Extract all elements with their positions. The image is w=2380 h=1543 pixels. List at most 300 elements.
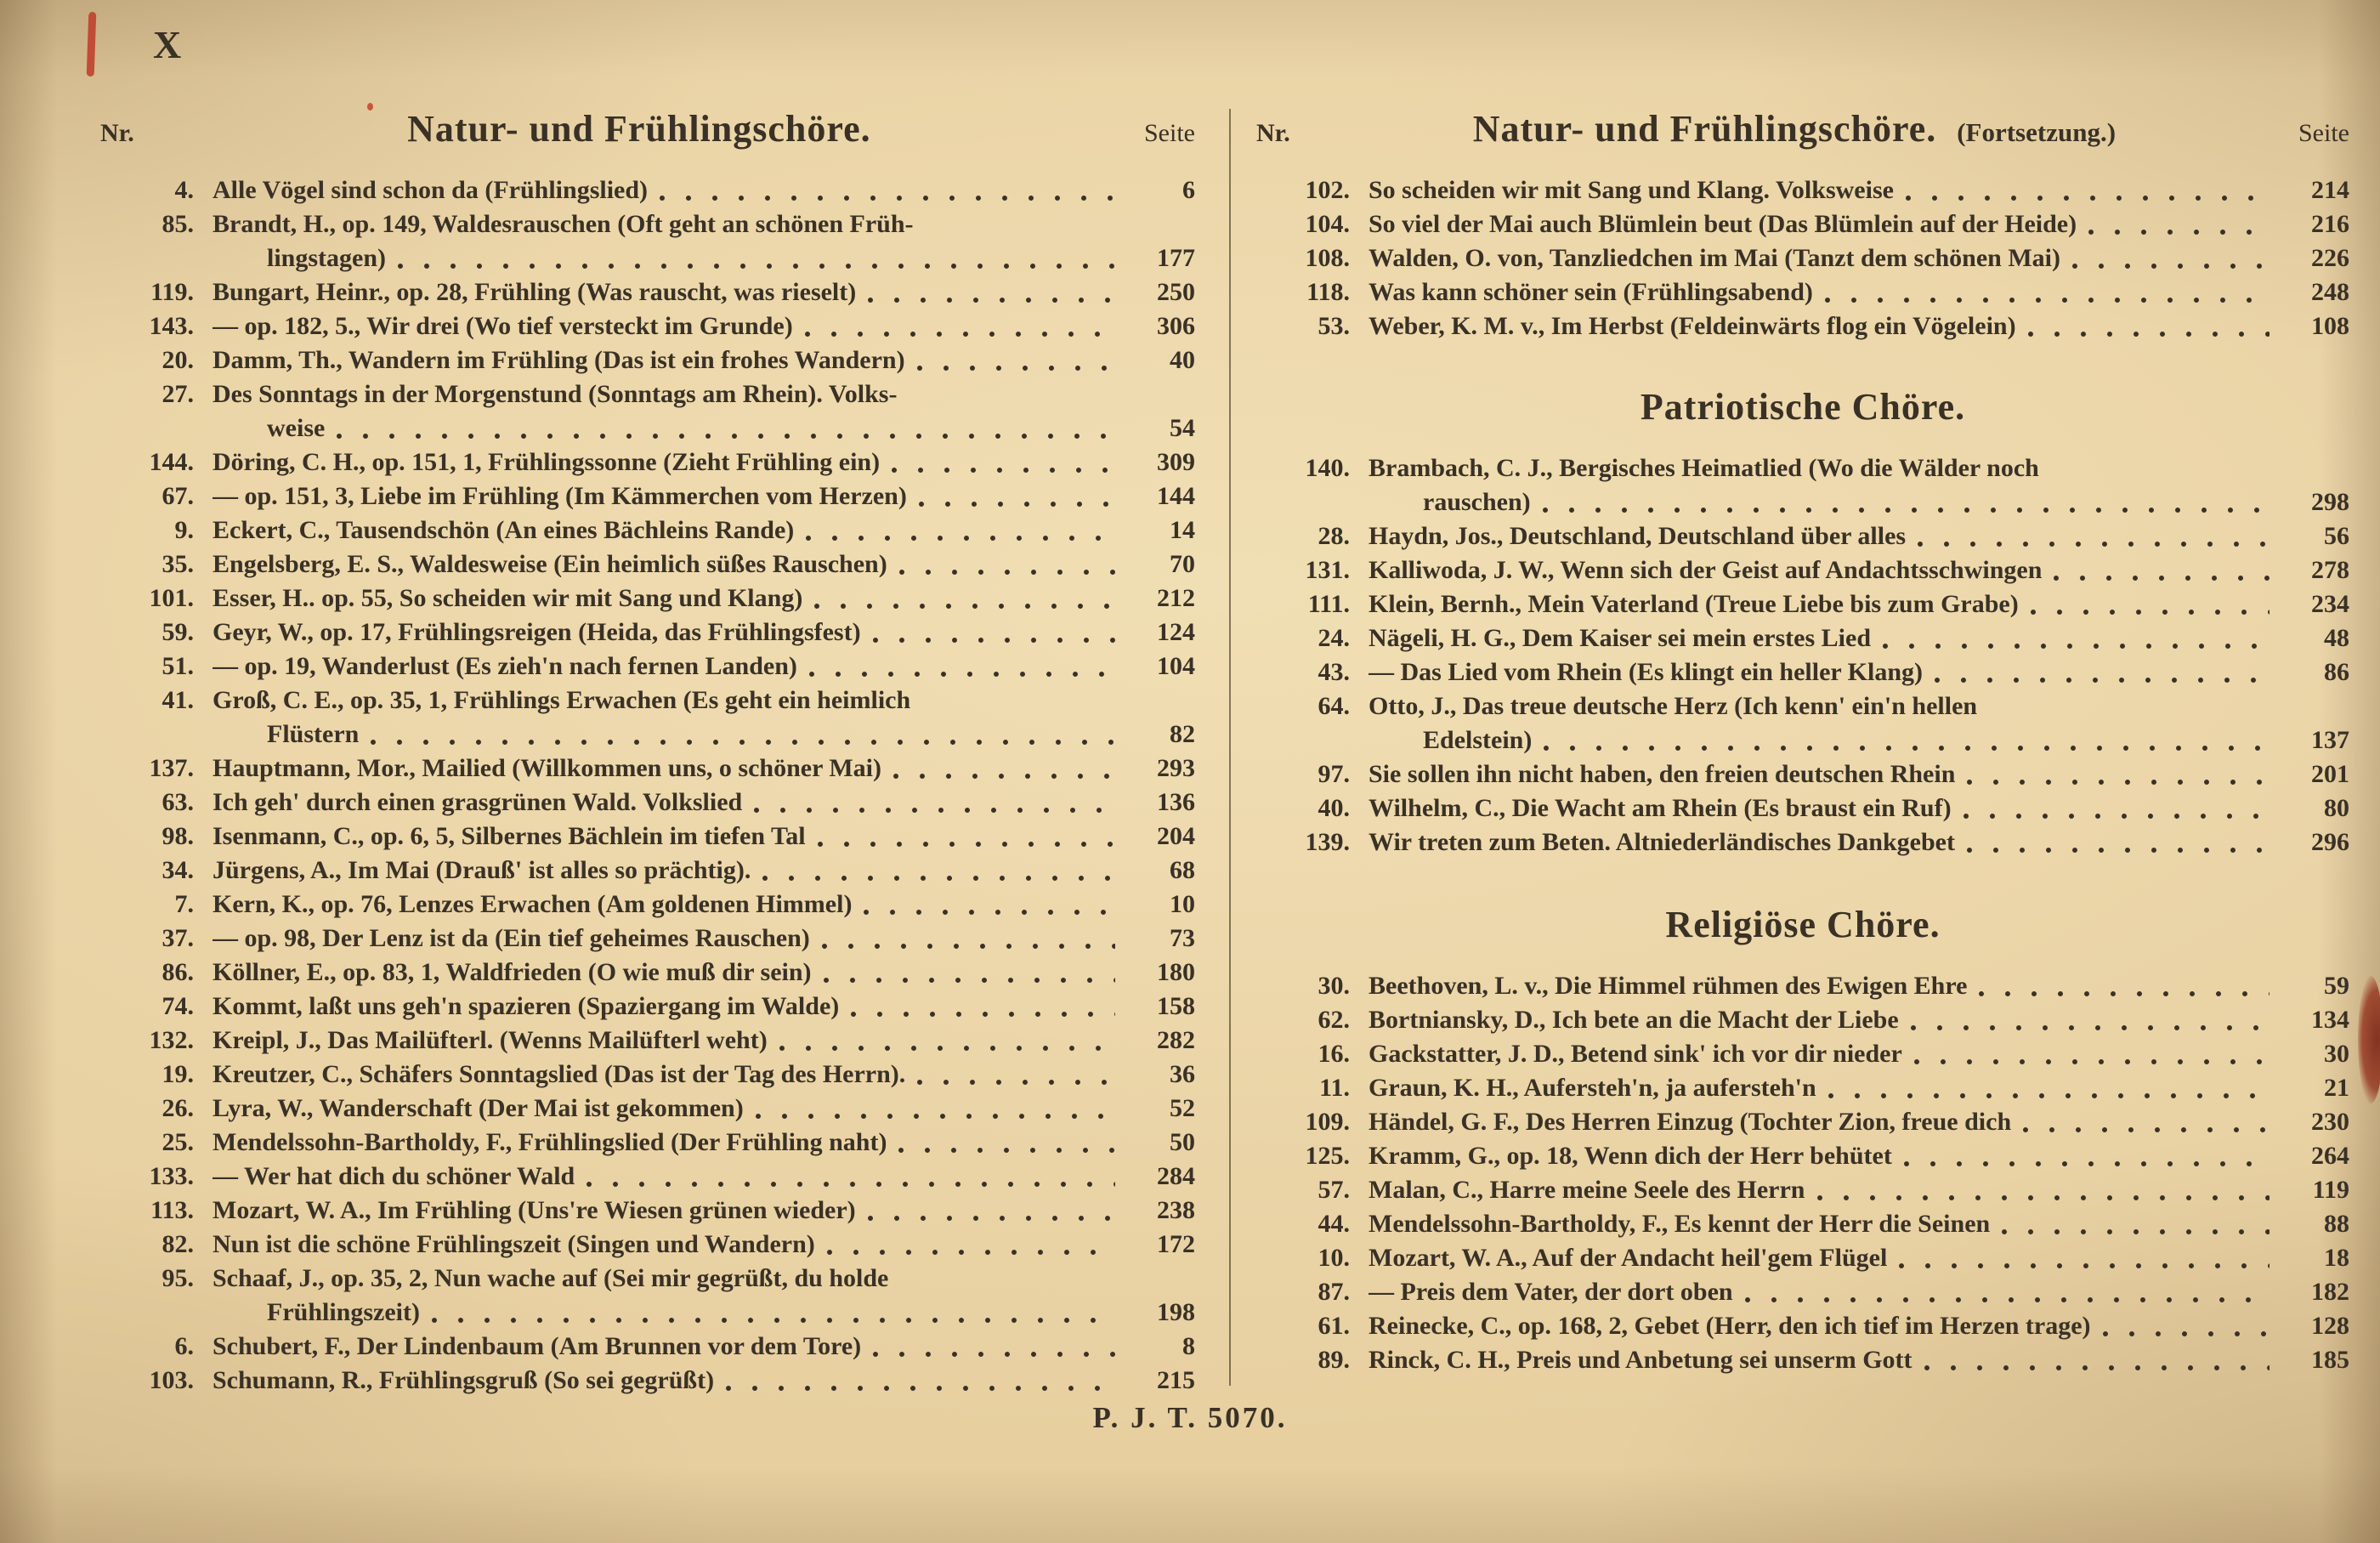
entry-text: Flüstern [267, 720, 360, 748]
entry-text: Eckert, C., Tausendschön (An eines Bächleins Rande) [212, 516, 795, 544]
toc-row [1256, 760, 2349, 794]
toc-row [100, 516, 1195, 550]
entry-page: 50 [1170, 1128, 1195, 1156]
dot-leader [1923, 1363, 2270, 1373]
entry-text: Groß, C. E., op. 35, 1, Frühlings Erwachen (Es geht ein heimlich [212, 686, 911, 714]
entry-text: Mozart, W. A., Auf der Andacht heil'gem Flügel [1368, 1244, 1888, 1272]
entry-number: 140. [1305, 454, 1350, 482]
dot-leader [871, 635, 1115, 645]
entry-page: 158 [1157, 992, 1195, 1020]
dot-leader [1897, 1261, 2270, 1271]
toc-row [1256, 1006, 2349, 1040]
entry-page: 6 [1182, 176, 1195, 204]
toc-row [1256, 972, 2349, 1006]
dot-leader [890, 465, 1115, 475]
toc-row [100, 414, 1195, 448]
entry-page: 136 [1157, 788, 1195, 816]
dot-leader [1904, 193, 2270, 203]
dot-leader [778, 1043, 1115, 1053]
entry-number: 125. [1305, 1142, 1350, 1170]
dot-leader [1743, 1295, 2270, 1305]
entry-page: 293 [1157, 754, 1195, 782]
entry-text: — op. 19, Wanderlust (Es zieh'n nach fernen Landen) [212, 652, 797, 680]
entry-text: Hauptmann, Mor., Mailied (Willkommen uns, o schöner Mai) [212, 754, 882, 782]
entry-text: Was kann schöner sein (Frühlingsabend) [1368, 278, 1813, 306]
dot-leader [915, 1077, 1115, 1087]
entry-number: 61. [1318, 1312, 1350, 1340]
toc-row [1256, 522, 2349, 556]
entry-page: 10 [1170, 890, 1195, 918]
dot-leader [1916, 539, 2270, 549]
entry-number: 118. [1306, 278, 1350, 306]
entry-number: 7. [174, 890, 194, 918]
column-divider-rule [1229, 109, 1231, 1386]
entry-text: Brandt, H., op. 149, Waldesrauschen (Oft geht an schönen Früh- [212, 210, 914, 238]
entry-text: Jürgens, A., Im Mai (Drauß' ist alles so prächtig). [212, 856, 751, 884]
entry-page: 86 [2324, 658, 2349, 686]
dot-leader [369, 737, 1115, 747]
entry-text: Schubert, F., Der Lindenbaum (Am Brunnen vor dem Tore) [212, 1332, 862, 1360]
entry-text: Nun ist die schöne Frühlingszeit (Singen und Wandern) [212, 1230, 815, 1258]
toc-row [100, 1060, 1195, 1094]
entry-page: 30 [2324, 1040, 2349, 1068]
toc-row [1256, 454, 2349, 488]
dot-leader [917, 499, 1115, 509]
toc-row [1256, 590, 2349, 624]
right-column [1256, 107, 2349, 1380]
toc-row [100, 346, 1195, 380]
dot-leader [1977, 989, 2270, 999]
toc-row [100, 890, 1195, 924]
entry-number: 30. [1318, 972, 1350, 1000]
entry-number: 131. [1305, 556, 1350, 584]
toc-row [1256, 1074, 2349, 1108]
entry-number: 63. [162, 788, 194, 816]
entry-page: 134 [2311, 1006, 2349, 1034]
entry-number: 143. [149, 312, 194, 340]
toc-row [100, 686, 1195, 720]
entry-text: Engelsberg, E. S., Waldesweise (Ein heimlich süßes Rauschen) [212, 550, 887, 578]
entry-number: 59. [162, 618, 194, 646]
dot-leader [761, 873, 1115, 883]
page-number-roman: X [153, 23, 184, 66]
entry-page: 298 [2311, 488, 2349, 516]
dot-leader [1827, 1091, 2270, 1101]
toc-row [1256, 1244, 2349, 1278]
toc-row [100, 1162, 1195, 1196]
entry-text: Geyr, W., op. 17, Frühlingsreigen (Heida, das Frühlingsfest) [212, 618, 861, 646]
entry-page: 21 [2324, 1074, 2349, 1102]
entry-page: 137 [2311, 726, 2349, 754]
entry-text: Walden, O. von, Tanzliedchen im Mai (Tanzt dem schönen Mai) [1368, 244, 2060, 272]
toc-row [1256, 794, 2349, 828]
entry-text: Schumann, R., Frühlingsgruß (So sei gegrüßt) [212, 1366, 715, 1394]
left-column-header [100, 107, 1195, 150]
entry-number: 103. [149, 1366, 194, 1394]
religioese-entries [1256, 972, 2349, 1380]
entry-number: 27. [162, 380, 194, 408]
dot-leader [335, 431, 1115, 441]
entry-number: 144. [149, 448, 194, 476]
entry-page: 177 [1157, 244, 1195, 272]
entry-page: 52 [1170, 1094, 1195, 1122]
entry-text: Döring, C. H., op. 151, 1, Frühlingssonne (Zieht Frühling ein) [212, 448, 881, 476]
toc-row [100, 1230, 1195, 1264]
entry-number: 89. [1318, 1346, 1350, 1374]
toc-row [1256, 658, 2349, 692]
toc-row [100, 550, 1195, 584]
entry-number: 43. [1318, 658, 1350, 686]
toc-row [100, 958, 1195, 992]
entry-text: — Wer hat dich du schöner Wald [212, 1162, 575, 1190]
dot-leader [866, 1213, 1115, 1223]
entry-number: 139. [1305, 828, 1350, 856]
seite-column-label: Seite [1144, 119, 1195, 147]
dot-leader [897, 1145, 1115, 1155]
toc-row [1256, 1176, 2349, 1210]
toc-row [100, 1196, 1195, 1230]
nr-column-label: Nr. [1256, 119, 1290, 147]
entry-page: 180 [1157, 958, 1195, 986]
entry-page: 73 [1170, 924, 1195, 952]
entry-page: 250 [1157, 278, 1195, 306]
plate-number-footer: P. J. T. 5070. [1092, 1401, 1288, 1434]
entry-number: 137. [149, 754, 194, 782]
toc-row [100, 482, 1195, 516]
entry-number: 19. [162, 1060, 194, 1088]
entry-text: Nägeli, H. G., Dem Kaiser sei mein erstes Lied [1368, 624, 1872, 652]
entry-number: 16. [1318, 1040, 1350, 1068]
entry-text: Händel, G. F., Des Herren Einzug (Tochter Zion, freue dich [1368, 1108, 2012, 1136]
patriotische-entries [1256, 454, 2349, 862]
dot-leader [808, 669, 1115, 679]
entry-page: 80 [2324, 794, 2349, 822]
entry-text: Graun, K. H., Aufersteh'n, ja aufersteh'n [1368, 1074, 1816, 1102]
entry-page: 215 [1157, 1366, 1195, 1394]
entry-number: 111. [1307, 590, 1350, 618]
entry-page: 278 [2311, 556, 2349, 584]
toc-row [100, 244, 1195, 278]
dot-leader [862, 907, 1115, 917]
entry-page: 48 [2324, 624, 2349, 652]
toc-row [100, 1026, 1195, 1060]
entry-text: Bortniansky, D., Ich bete an die Macht der Liebe [1368, 1006, 1899, 1034]
entry-text: Esser, H.. op. 55, So scheiden wir mit Sang und Klang) [212, 584, 803, 612]
entry-page: 172 [1157, 1230, 1195, 1258]
entry-text: Mozart, W. A., Im Frühling (Uns're Wiesen grünen wieder) [212, 1196, 856, 1224]
entry-text: Kreutzer, C., Schäfers Sonntagslied (Das ist der Tag des Herrn). [212, 1060, 906, 1088]
entry-text: Klein, Bernh., Mein Vaterland (Treue Liebe bis zum Grabe) [1368, 590, 2019, 618]
toc-row [100, 618, 1195, 652]
toc-row [100, 754, 1195, 788]
entry-page: 124 [1157, 618, 1195, 646]
entry-page: 182 [2311, 1278, 2349, 1306]
toc-row [1256, 488, 2349, 522]
entry-number: 82. [162, 1230, 194, 1258]
dot-leader [822, 975, 1115, 985]
toc-row [100, 584, 1195, 618]
entry-text: Mendelssohn-Bartholdy, F., Frühlingslied (Der Frühling naht) [212, 1128, 887, 1156]
dot-leader [1912, 1057, 2270, 1067]
dot-leader [1823, 295, 2270, 305]
dot-leader [915, 363, 1115, 373]
entry-page: 282 [1157, 1026, 1195, 1054]
entry-number: 133. [149, 1162, 194, 1190]
toc-row [100, 1128, 1195, 1162]
dot-leader [585, 1179, 1115, 1189]
entry-number: 11. [1319, 1074, 1350, 1102]
dot-leader [430, 1315, 1115, 1325]
entry-text: Kern, K., op. 76, Lenzes Erwachen (Am goldenen Himmel) [212, 890, 853, 918]
entry-number: 10. [1318, 1244, 1350, 1272]
toc-row [100, 1366, 1195, 1400]
dot-leader [898, 567, 1115, 577]
entry-number: 6. [174, 1332, 194, 1360]
entry-text: Kommt, laßt uns geh'n spazieren (Spaziergang im Walde) [212, 992, 840, 1020]
dot-leader [2087, 227, 2270, 237]
entry-text: rauschen) [1423, 488, 1531, 516]
entry-number: 102. [1305, 176, 1350, 204]
toc-row [100, 992, 1195, 1026]
entry-page: 198 [1157, 1298, 1195, 1326]
entry-number: 119. [150, 278, 194, 306]
entry-number: 74. [162, 992, 194, 1020]
toc-row [100, 448, 1195, 482]
entry-text: So viel der Mai auch Blümlein beut (Das Blümlein auf der Heide) [1368, 210, 2077, 238]
entry-number: 101. [149, 584, 194, 612]
entry-number: 44. [1318, 1210, 1350, 1238]
dot-leader [2029, 607, 2270, 617]
entry-text: lingstagen) [267, 244, 387, 272]
entry-text: weise [267, 414, 326, 442]
dot-leader [1965, 845, 2270, 855]
dot-leader [813, 601, 1115, 611]
entry-number: 25. [162, 1128, 194, 1156]
entry-text: — op. 182, 5., Wir drei (Wo tief versteckt im Grunde) [212, 312, 793, 340]
entry-page: 284 [1157, 1162, 1195, 1190]
entry-page: 264 [2311, 1142, 2349, 1170]
toc-row [1256, 1210, 2349, 1244]
entry-page: 119 [2312, 1176, 2349, 1204]
entry-page: 234 [2311, 590, 2349, 618]
entry-text: Damm, Th., Wandern im Frühling (Das ist ein frohes Wandern) [212, 346, 905, 374]
dot-leader [866, 295, 1115, 305]
entry-page: 18 [2324, 1244, 2349, 1272]
entry-text: So scheiden wir mit Sang und Klang. Volksweise [1368, 176, 1894, 204]
entry-page: 108 [2311, 312, 2349, 340]
dot-leader [1909, 1023, 2270, 1033]
nr-column-label: Nr. [100, 119, 134, 147]
entry-page: 128 [2311, 1312, 2349, 1340]
section-heading-religioese-choere: Religiöse Chöre. [1665, 904, 1941, 945]
entry-page: 230 [2311, 1108, 2349, 1136]
entry-number: 40. [1318, 794, 1350, 822]
entry-number: 108. [1305, 244, 1350, 272]
natur-fortsetzung-entries [1256, 176, 2349, 346]
toc-row [1256, 828, 2349, 862]
page-edge-stain [2358, 976, 2380, 1103]
entry-text: — Das Lied vom Rhein (Es klingt ein heller Klang) [1368, 658, 1924, 686]
entry-page: 70 [1170, 550, 1195, 578]
section-title-natur-fruehlingschoere-fortsetzung [1290, 107, 2298, 150]
entry-page: 306 [1157, 312, 1195, 340]
entry-text: Haydn, Jos., Deutschland, Deutschland über alles [1368, 522, 1907, 550]
entry-text: Sie sollen ihn nicht haben, den freien deutschen Rhein [1368, 760, 1956, 788]
entry-text: Kramm, G., op. 18, Wenn dich der Herr behütet [1368, 1142, 1892, 1170]
dot-leader [1965, 777, 2270, 787]
toc-row [100, 788, 1195, 822]
toc-row [1256, 1142, 2349, 1176]
entry-number: 64. [1318, 692, 1350, 720]
entry-text: Köllner, E., op. 83, 1, Waldfrieden (O wie muß dir sein) [212, 958, 812, 986]
section-title-text: Natur- und Frühlingschöre. [1472, 108, 1937, 150]
dot-leader [2071, 261, 2270, 271]
right-column-header [1256, 107, 2349, 150]
entry-text: Schaaf, J., op. 35, 2, Nun wache auf (Sei mir gegrüßt, du holde [212, 1264, 889, 1292]
dot-leader [820, 941, 1115, 951]
entry-number: 57. [1318, 1176, 1350, 1204]
entry-text: — Preis dem Vater, der dort oben [1368, 1278, 1733, 1306]
dot-leader [816, 839, 1115, 849]
entry-number: 98. [162, 822, 194, 850]
entry-number: 24. [1318, 624, 1350, 652]
entry-number: 53. [1318, 312, 1350, 340]
entry-number: 51. [162, 652, 194, 680]
entry-text: Lyra, W., Wanderschaft (Der Mai ist gekommen) [212, 1094, 744, 1122]
entry-page: 59 [2324, 972, 2349, 1000]
dot-leader [825, 1247, 1115, 1257]
seite-column-label: Seite [2298, 119, 2349, 147]
entry-page: 104 [1157, 652, 1195, 680]
dot-leader [2101, 1329, 2270, 1339]
toc-row [1256, 176, 2349, 210]
entry-number: 41. [162, 686, 194, 714]
entry-number: 37. [162, 924, 194, 952]
dot-leader [892, 771, 1115, 781]
dot-leader [1902, 1159, 2270, 1169]
entry-number: 113. [150, 1196, 194, 1224]
entry-text: Otto, J., Das treue deutsche Herz (Ich kenn' ein'n hellen [1368, 692, 1978, 720]
entry-number: 85. [162, 210, 194, 238]
entry-page: 14 [1170, 516, 1195, 544]
entry-number: 28. [1318, 522, 1350, 550]
entry-text: Beethoven, L. v., Die Himmel rühmen des Ewigen Ehre [1368, 972, 1968, 1000]
entry-text: — op. 98, Der Lenz ist da (Ein tief geheimes Rauschen) [212, 924, 810, 952]
dot-leader [804, 533, 1115, 543]
entry-number: 20. [162, 346, 194, 374]
entry-text: Alle Vögel sind schon da (Frühlingslied) [212, 176, 649, 204]
toc-row [100, 1298, 1195, 1332]
toc-row [100, 176, 1195, 210]
dot-leader [2052, 573, 2270, 583]
toc-row [1256, 624, 2349, 658]
entry-number: 35. [162, 550, 194, 578]
entry-number: 104. [1305, 210, 1350, 238]
dot-leader [2021, 1125, 2270, 1135]
entry-text: Mendelssohn-Bartholdy, F., Es kennt der Herr die Seinen [1368, 1210, 1991, 1238]
entry-page: 144 [1157, 482, 1195, 510]
toc-row [1256, 312, 2349, 346]
toc-row [1256, 278, 2349, 312]
entry-number: 109. [1305, 1108, 1350, 1136]
entry-page: 88 [2324, 1210, 2349, 1238]
entry-text: Kreipl, J., Das Mailüfterl. (Wenns Mailüfterl weht) [212, 1026, 768, 1054]
dot-leader [849, 1009, 1115, 1019]
toc-row [100, 210, 1195, 244]
entry-page: 201 [2311, 760, 2349, 788]
toc-row [100, 380, 1195, 414]
dot-leader [2026, 329, 2270, 339]
dot-leader [1816, 1193, 2270, 1203]
toc-row [100, 1332, 1195, 1366]
entry-page: 56 [2324, 522, 2349, 550]
entry-page: 82 [1170, 720, 1195, 748]
dot-leader [754, 1111, 1115, 1121]
entry-page: 212 [1157, 584, 1195, 612]
entry-number: 86. [162, 958, 194, 986]
entry-page: 296 [2311, 828, 2349, 856]
title-continuation-suffix: (Fortsetzung.) [1957, 117, 2116, 147]
entry-text: Des Sonntags in der Morgenstund (Sonntags am Rhein). Volks- [212, 380, 898, 408]
left-column-entries [100, 176, 1195, 1400]
entry-page: 36 [1170, 1060, 1195, 1088]
toc-row [1256, 210, 2349, 244]
entry-page: 204 [1157, 822, 1195, 850]
entry-text: Malan, C., Harre meine Seele des Herrn [1368, 1176, 1805, 1204]
dot-leader [871, 1349, 1115, 1359]
toc-row [100, 720, 1195, 754]
entry-number: 95. [162, 1264, 194, 1292]
left-column [100, 107, 1195, 1400]
entry-page: 238 [1157, 1196, 1195, 1224]
entry-page: 68 [1170, 856, 1195, 884]
entry-text: Gackstatter, J. D., Betend sink' ich vor dir nieder [1368, 1040, 1902, 1068]
toc-row [1256, 1312, 2349, 1346]
entry-page: 54 [1170, 414, 1195, 442]
dot-leader [396, 261, 1115, 271]
section-title-natur-fruehlingschoere: Natur- und Frühlingschöre. [407, 108, 871, 150]
entry-text: Bungart, Heinr., op. 28, Frühling (Was rauscht, was rieselt) [212, 278, 857, 306]
toc-row [100, 924, 1195, 958]
dot-leader [724, 1383, 1115, 1393]
entry-page: 226 [2311, 244, 2349, 272]
entry-number: 9. [174, 516, 194, 544]
toc-row [1256, 1040, 2349, 1074]
entry-number: 26. [162, 1094, 194, 1122]
entry-text: Rinck, C. H., Preis und Anbetung sei unserm Gott [1368, 1346, 1912, 1374]
section-heading-patriotische-choere: Patriotische Chöre. [1640, 386, 1966, 428]
entry-page: 40 [1170, 346, 1195, 374]
dot-leader [1881, 641, 2270, 651]
toc-row [100, 822, 1195, 856]
toc-row [100, 1264, 1195, 1298]
entry-text: Isenmann, C., op. 6, 5, Silbernes Bächlein im tiefen Tal [212, 822, 806, 850]
entry-text: Edelstein) [1423, 726, 1533, 754]
entry-page: 8 [1182, 1332, 1195, 1360]
entry-text: Frühlingszeit) [267, 1298, 420, 1326]
toc-row [1256, 1108, 2349, 1142]
toc-row [1256, 1278, 2349, 1312]
entry-page: 185 [2311, 1346, 2349, 1374]
dot-leader [2000, 1227, 2270, 1237]
entry-text: Wir treten zum Beten. Altniederländisches Dankgebet [1368, 828, 1955, 856]
entry-text: Weber, K. M. v., Im Herbst (Feldeinwärts flog ein Vögelein) [1368, 312, 2016, 340]
dot-leader [658, 193, 1115, 203]
entry-text: Brambach, C. J., Bergisches Heimatlied (Wo die Wälder noch [1368, 454, 2039, 482]
entry-text: Reinecke, C., op. 168, 2, Gebet (Herr, den ich tief im Herzen trage) [1368, 1312, 2091, 1340]
toc-row [100, 1094, 1195, 1128]
entry-text: Kalliwoda, J. W., Wenn sich der Geist auf Andachtsschwingen [1368, 556, 2043, 584]
